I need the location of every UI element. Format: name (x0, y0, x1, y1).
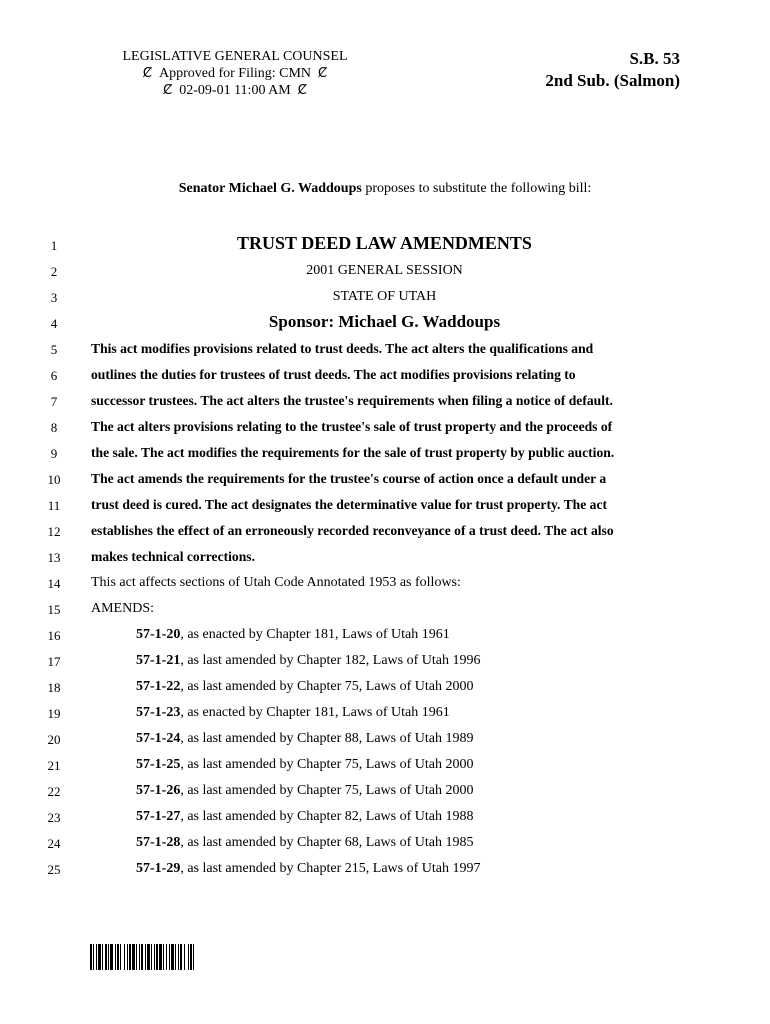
amended-section (136, 809, 678, 825)
line-number: 24 (47, 836, 61, 851)
summary-text: makes technical corrections. (91, 549, 255, 564)
bill-line (0, 804, 770, 830)
section-code: 57-1-23 (136, 705, 181, 720)
summary-text: The act alters provisions relating to the trustee's sale of trust property and the proceeds of (91, 419, 613, 434)
section-history: , as last amended by Chapter 75, Laws of Utah 2000 (180, 679, 474, 694)
datetime-line (100, 82, 370, 99)
section-code: 57-1-20 (136, 627, 181, 642)
bill-line (0, 388, 770, 414)
bill-line (0, 440, 770, 466)
amended-section (136, 783, 678, 799)
intro-statement (0, 181, 770, 197)
bill-substitute: 2nd Sub. (Salmon) (545, 71, 680, 90)
bill-line (0, 570, 770, 596)
section-history: , as last amended by Chapter 68, Laws of Utah 1985 (180, 835, 474, 850)
bill-line (0, 310, 770, 336)
bill-line (0, 414, 770, 440)
amended-section (136, 731, 678, 747)
amended-section (136, 653, 678, 669)
line-number: 22 (47, 784, 61, 799)
section-history: , as last amended by Chapter 75, Laws of Utah 2000 (180, 757, 474, 772)
section-code: 57-1-21 (136, 653, 181, 668)
filing-datetime: 02-09-01 11:00 AM (179, 83, 291, 98)
section-history: , as enacted by Chapter 181, Laws of Utah 1961 (180, 705, 450, 720)
state-line: STATE OF UTAH (332, 289, 437, 304)
line-number: 12 (47, 524, 61, 539)
line-number: 7 (50, 394, 58, 409)
summary-text: successor trustees. The act alters the trustee's requirements when filing a notice of default. (91, 393, 613, 408)
barcode-icon (90, 944, 266, 970)
section-history: , as last amended by Chapter 182, Laws of Utah 1996 (180, 653, 481, 668)
line-number: 8 (50, 420, 58, 435)
session-line: 2001 GENERAL SESSION (306, 263, 463, 278)
bill-line (0, 856, 770, 882)
amended-section (136, 627, 678, 643)
bill-line (0, 596, 770, 622)
summary-text: The act amends the requirements for the trustee's course of action once a default under a (91, 471, 607, 486)
section-code: 57-1-24 (136, 731, 181, 746)
amends-heading: AMENDS: (91, 601, 155, 616)
line-number: 18 (47, 680, 61, 695)
line-number: 14 (47, 576, 61, 591)
bill-line (0, 752, 770, 778)
line-number: 13 (47, 550, 61, 565)
approval-text: Approved for Filing: CMN (158, 66, 312, 81)
amended-section (136, 835, 678, 851)
line-number: 9 (50, 446, 58, 461)
line-number: 6 (50, 368, 58, 383)
bill-line (0, 518, 770, 544)
sponsor-line: Sponsor: Michael G. Waddoups (268, 312, 501, 331)
bill-number: S.B. 53 (629, 49, 680, 68)
section-history: , as last amended by Chapter 82, Laws of Utah 1988 (180, 809, 474, 824)
line-number: 1 (50, 238, 58, 253)
line-number: 17 (47, 654, 61, 669)
line-number: 16 (47, 628, 61, 643)
line-number: 21 (47, 758, 61, 773)
bill-line (0, 284, 770, 310)
line-number: 2 (50, 264, 58, 279)
senator-name: Senator Michael G. Waddoups (178, 181, 362, 196)
section-history: , as last amended by Chapter 75, Laws of Utah 2000 (180, 783, 474, 798)
bill-identifier (545, 48, 680, 92)
line-number: 5 (50, 342, 58, 357)
summary-text: the sale. The act modifies the requirements for the sale of trust property by public auction. (91, 445, 615, 460)
bill-line (0, 622, 770, 648)
line-number: 19 (47, 706, 61, 721)
bill-line (0, 232, 770, 258)
line-number: 11 (47, 498, 61, 513)
office-name: LEGISLATIVE GENERAL COUNSEL (122, 49, 348, 64)
section-mark-icon: Ȼ (318, 66, 328, 81)
section-history: , as last amended by Chapter 215, Laws of Utah 1997 (180, 861, 481, 876)
section-code: 57-1-29 (136, 861, 181, 876)
line-number: 20 (47, 732, 61, 747)
line-number: 4 (50, 316, 58, 331)
bill-line (0, 674, 770, 700)
section-history: , as enacted by Chapter 181, Laws of Utah 1961 (180, 627, 450, 642)
bill-line (0, 362, 770, 388)
bill-lines (0, 232, 770, 882)
section-code: 57-1-26 (136, 783, 181, 798)
header-filing-info (100, 48, 370, 99)
line-number: 15 (47, 602, 61, 617)
section-history: , as last amended by Chapter 88, Laws of Utah 1989 (180, 731, 474, 746)
affects-line: This act affects sections of Utah Code Annotated 1953 as follows: (91, 575, 461, 590)
amended-section (136, 705, 678, 721)
summary-text: establishes the effect of an erroneously recorded reconveyance of a trust deed. The act also (91, 523, 614, 538)
section-code: 57-1-25 (136, 757, 181, 772)
bill-line (0, 492, 770, 518)
section-mark-icon: Ȼ (297, 83, 307, 98)
line-number: 10 (47, 472, 61, 487)
bill-line (0, 466, 770, 492)
bill-line (0, 336, 770, 362)
approval-line (100, 65, 370, 82)
amended-section (136, 679, 678, 695)
bill-line (0, 830, 770, 856)
line-number: 23 (47, 810, 61, 825)
line-number: 3 (50, 290, 58, 305)
bill-line (0, 726, 770, 752)
section-mark-icon: Ȼ (142, 66, 152, 81)
amended-section (136, 861, 678, 877)
section-code: 57-1-27 (136, 809, 181, 824)
bill-line (0, 700, 770, 726)
bill-line (0, 544, 770, 570)
bill-line (0, 258, 770, 284)
amended-section (136, 757, 678, 773)
bill-line (0, 778, 770, 804)
section-code: 57-1-28 (136, 835, 181, 850)
bill-title: TRUST DEED LAW AMENDMENTS (237, 233, 532, 253)
summary-text: trust deed is cured. The act designates the determinative value for trust property. The act (91, 497, 608, 512)
bill-line (0, 648, 770, 674)
summary-text: This act modifies provisions related to trust deeds. The act alters the qualifications and (91, 341, 594, 356)
section-code: 57-1-22 (136, 679, 181, 694)
section-mark-icon: Ȼ (163, 83, 173, 98)
intro-rest: proposes to substitute the following bill: (361, 181, 592, 196)
line-number: 25 (47, 862, 61, 877)
summary-text: outlines the duties for trustees of trust deeds. The act modifies provisions relating to (91, 367, 576, 382)
